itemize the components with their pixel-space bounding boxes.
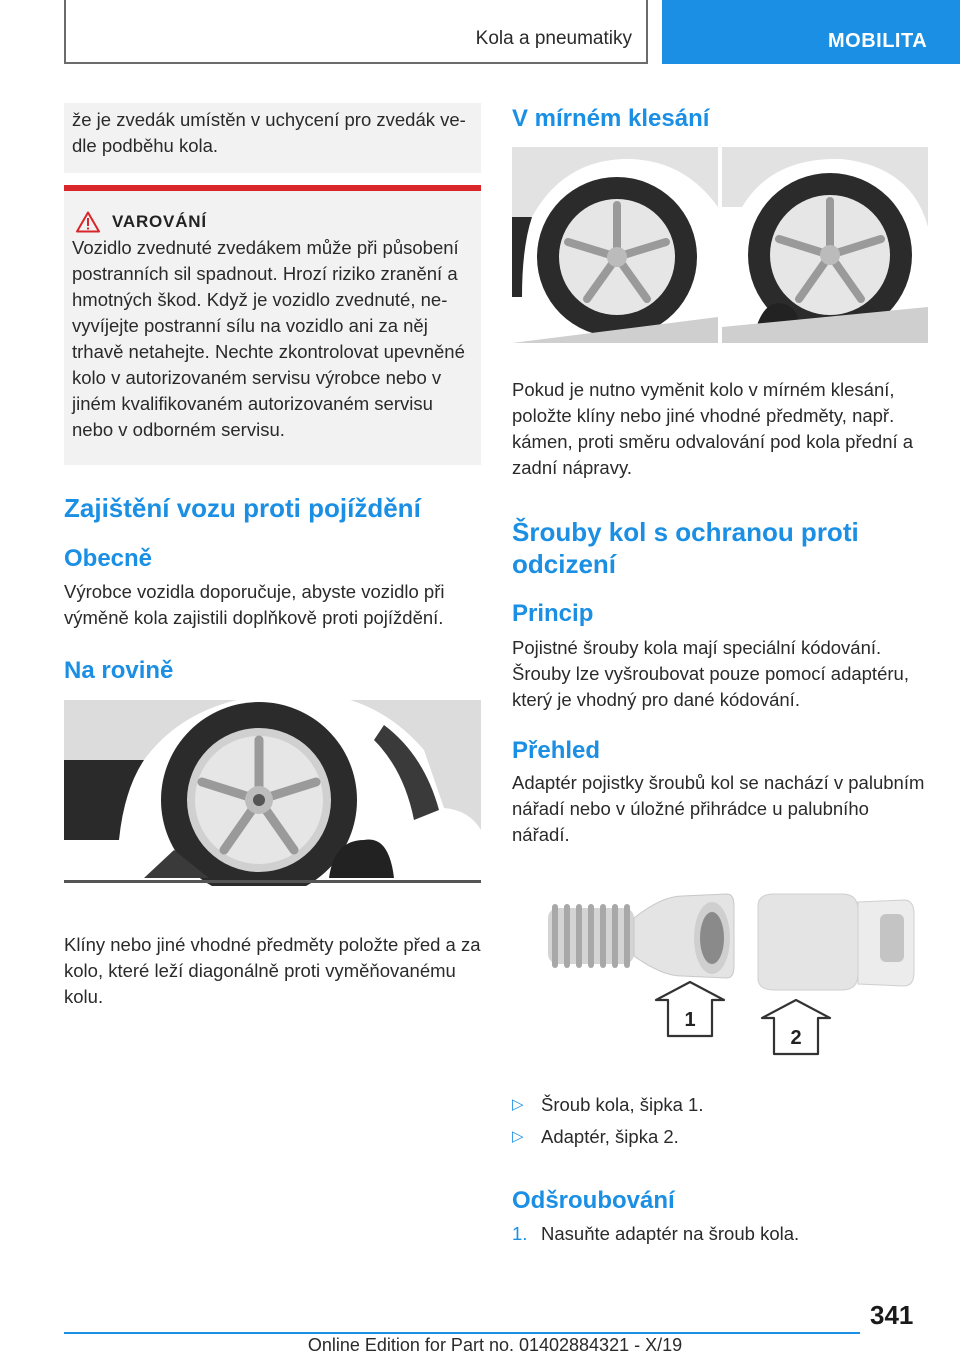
footer-divider bbox=[64, 1332, 860, 1334]
heading-overview: Přehled bbox=[512, 737, 601, 764]
heading-general: Obecně bbox=[64, 545, 153, 572]
flat-ground-text: Klíny nebo jiné vhodné předměty položte před a za kolo, které leží diagonálně proti vyměňovanému kolu. bbox=[64, 934, 481, 1007]
list-item-text: Nasuňte adaptér na šroub kola. bbox=[541, 1223, 800, 1244]
warning-box bbox=[64, 185, 481, 465]
figure-bolt-adapter bbox=[512, 866, 928, 1076]
steps-list bbox=[512, 1221, 928, 1253]
principle-text: Pojistné šrouby kola mají speciální kódování. Šrouby lze vyšroubovat pouze pomocí adaptéru, který je vhodný pro dané kódování. bbox=[512, 637, 909, 710]
callout-1-label: 1 bbox=[684, 1009, 696, 1031]
heading-principle: Princip bbox=[512, 600, 594, 627]
list-item-text: Adaptér, šipka 2. bbox=[541, 1126, 679, 1147]
adapter-drawing bbox=[758, 894, 914, 990]
heading-slope: V mírném klesání bbox=[512, 105, 710, 132]
heading-antitheft-bolts: Šrouby kol s ochranou proti odcizení bbox=[512, 517, 859, 579]
heading-secure-vehicle: Zajištění vozu proti pojíždění bbox=[64, 493, 421, 523]
figure-wheels-slope bbox=[512, 147, 928, 343]
general-text: Výrobce vozidla doporučuje, abyste vozidlo při výměně kola zajistili doplňkově proti pojíždění. bbox=[64, 581, 445, 628]
list-item bbox=[512, 1221, 928, 1247]
page-number: 341 bbox=[870, 1300, 914, 1330]
heading-flat-ground: Na rovině bbox=[64, 657, 174, 684]
continued-note-box bbox=[64, 103, 481, 173]
warning-header bbox=[76, 211, 473, 233]
bullet-triangle-icon: ▷ bbox=[512, 1128, 524, 1145]
header-section-box bbox=[64, 0, 648, 64]
header-chapter-tab bbox=[662, 0, 960, 64]
warning-title: VAROVÁNÍ bbox=[112, 212, 207, 231]
warning-triangle-icon bbox=[76, 211, 100, 233]
overview-text: Adaptér pojistky šroubů kol se nachází v palubním nářadí nebo v úložné přihrádce u palubního nářadí. bbox=[512, 772, 925, 845]
list-item-text: Šroub kola, šipka 1. bbox=[541, 1094, 704, 1115]
continued-note-text: že je zvedák umístěn v uchycení pro zvedák vedle podběhu kola. bbox=[72, 109, 466, 156]
list-item bbox=[512, 1124, 928, 1150]
step-number: 1. bbox=[512, 1223, 528, 1244]
callout-2-label: 2 bbox=[790, 1027, 802, 1049]
footer-edition: Online Edition for Part no. 01402884321 - X/19 bbox=[307, 1335, 683, 1355]
list-item bbox=[512, 1092, 928, 1118]
heading-unscrewing: Odšroubování bbox=[512, 1187, 675, 1214]
figure-wheel-flat-ground bbox=[64, 700, 481, 886]
parts-list bbox=[512, 1092, 928, 1156]
slope-text: Pokud je nutno vyměnit kolo v mírném klesání, položte klíny nebo jiné vhodné předměty, např. kámen, proti směru odvalování pod kola přední a zadní nápravy. bbox=[512, 379, 914, 478]
header-section-title: Kola a pneumatiky bbox=[475, 28, 632, 49]
header-chapter-label: MOBILITA bbox=[828, 30, 928, 52]
bullet-triangle-icon: ▷ bbox=[512, 1096, 524, 1113]
warning-text: Vozidlo zvednuté zvedákem může při působení postranních sil spadnout. Hrozí riziko zranění a hmotných škod. Když je vozidlo zvednuté, nevyvíjejte postranní sílu na vozidlo ani za něj trhavě netahejte. Nechte zkontrolovat upevněné kolo v autorizovaném servisu výrobce nebo v jiném kvalifikovaném autorizovaném servisu nebo v odborném servisu. bbox=[72, 237, 465, 440]
